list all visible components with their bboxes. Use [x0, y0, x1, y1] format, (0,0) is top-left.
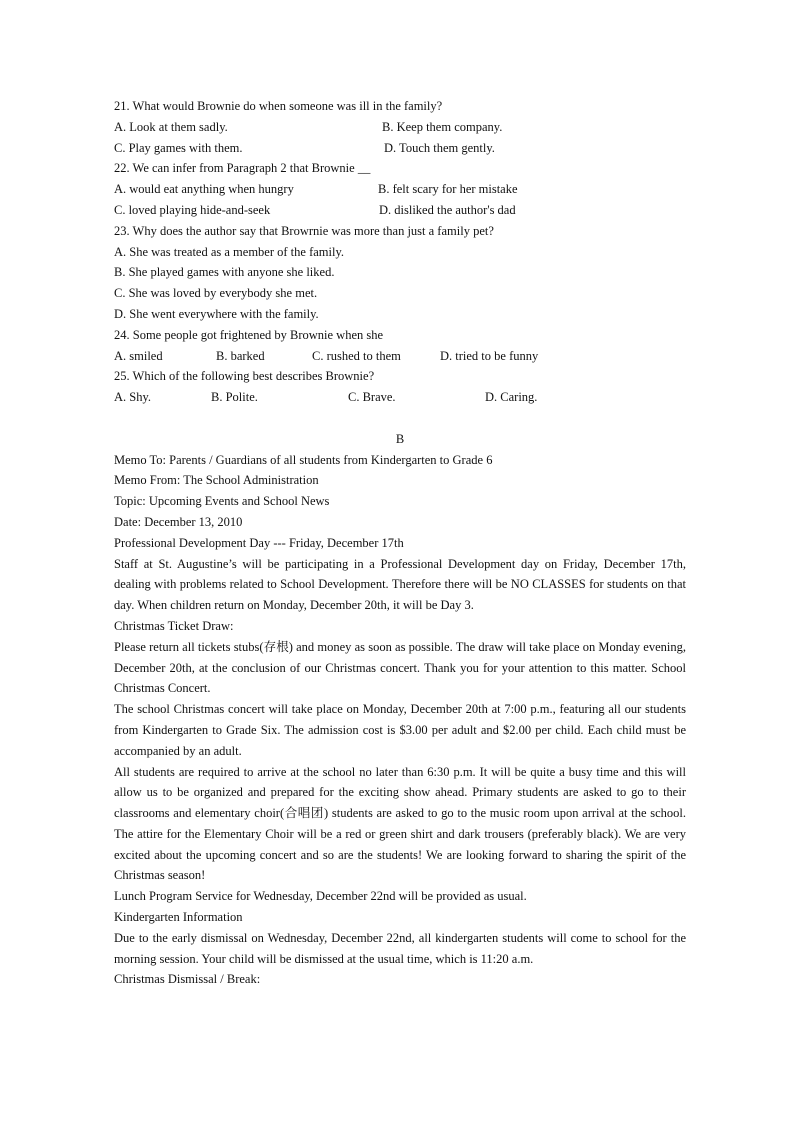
arrival-paragraph: All students are required to arrive at the school no later than 6:30 p.m. It will be quite a busy time and this will allow us to be organized and prepared for the exciting show ahead. Primary students are asked to go to their classrooms and elementary choir(合唱团) students are asked to go to the music room upon arrival at the school. The attire for the Elementary Choir will be a red or green shirt and dark trousers (preferably black). We are very excited about the upcoming concert and so are the students! We are looking forward to sharing the spirit of the Christmas season!: [114, 764, 686, 883]
kindergarten-heading: Kindergarten Information: [114, 910, 243, 925]
option: B. Keep them company.: [382, 119, 503, 134]
pd-day-paragraph: Staff at St. Augustine’s will be participating in a Professional Development day on Friday, December 17th, dealing with problems related to School Development. Therefore there will be NO CLASSES for students on that day. When children return on Monday, December 20th, it will be Day 3.: [114, 556, 686, 613]
question-23-option: A. She was treated as a member of the family.: [114, 244, 345, 259]
question-21-options-row: [114, 138, 686, 159]
memo-date: Date: December 13, 2010: [114, 514, 243, 529]
question-24-stem: 24. Some people got frightened by Brownie when she: [114, 327, 384, 342]
question-22-stem: 22. We can infer from Paragraph 2 that Brownie __: [114, 161, 371, 176]
question-25-options-row: [114, 387, 686, 408]
question-23-stem: 23. Why does the author say that Browrnie was more than just a family pet?: [114, 223, 494, 238]
option: A. Shy.: [114, 390, 152, 405]
memo-from: Memo From: The School Administration: [114, 473, 319, 488]
pd-day-heading: Professional Development Day --- Friday, December 17th: [114, 535, 404, 550]
question-23-option: D. She went everywhere with the family.: [114, 306, 319, 321]
option: A. smiled: [114, 348, 163, 363]
memo-to: Memo To: Parents / Guardians of all students from Kindergarten to Grade 6: [114, 452, 493, 467]
document-page: [114, 96, 686, 990]
section-heading: B: [395, 431, 405, 446]
question-21-options-row: [114, 117, 686, 138]
memo-topic: Topic: Upcoming Events and School News: [114, 494, 330, 509]
question-21-stem: 21. What would Brownie do when someone was ill in the family?: [114, 99, 443, 113]
option: A. Look at them sadly.: [114, 119, 228, 134]
option: D. disliked the author's dad: [379, 202, 516, 217]
option: B. Polite.: [211, 390, 258, 405]
ticket-draw-heading: Christmas Ticket Draw:: [114, 618, 234, 633]
option: C. Brave.: [348, 390, 396, 405]
question-22-options-row: [114, 200, 686, 221]
option: B. barked: [216, 348, 265, 363]
option: C. Play games with them.: [114, 140, 243, 155]
option: C. loved playing hide-and-seek: [114, 202, 271, 217]
concert-paragraph: The school Christmas concert will take place on Monday, December 20th at 7:00 p.m., featuring all our students from Kindergarten to Grade Six. The admission cost is $3.00 per adult and $2.00 per child. Each child must be accompanied by an adult.: [114, 702, 686, 758]
option: B. felt scary for her mistake: [378, 182, 518, 197]
option: C. rushed to them: [312, 348, 401, 363]
question-24-options-row: [114, 346, 686, 367]
question-23-option: B. She played games with anyone she liked.: [114, 265, 335, 280]
ticket-draw-paragraph: Please return all tickets stubs(存根) and money as soon as possible. The draw will take place on Monday evening, December 20th, at the conclusion of our Christmas concert. Thank you for your attention to this matter. School Christmas Concert.: [114, 639, 686, 696]
kindergarten-paragraph: Due to the early dismissal on Wednesday, December 22nd, all kindergarten students will come to school for the morning session. Your child will be dismissed at the usual time, which is 11:20 a.m.: [114, 930, 686, 966]
question-23-option: C. She was loved by everybody she met.: [114, 286, 318, 301]
option: D. Touch them gently.: [384, 140, 495, 155]
option: D. Caring.: [485, 390, 538, 405]
question-22-options-row: [114, 179, 686, 200]
blank-line: [114, 408, 686, 429]
lunch-program-line: Lunch Program Service for Wednesday, December 22nd will be provided as usual.: [114, 889, 527, 904]
option: D. tried to be funny: [440, 348, 539, 363]
option: A. would eat anything when hungry: [114, 182, 294, 197]
dismissal-heading: Christmas Dismissal / Break:: [114, 972, 261, 987]
question-25-stem: 25. Which of the following best describes Brownie?: [114, 369, 375, 384]
